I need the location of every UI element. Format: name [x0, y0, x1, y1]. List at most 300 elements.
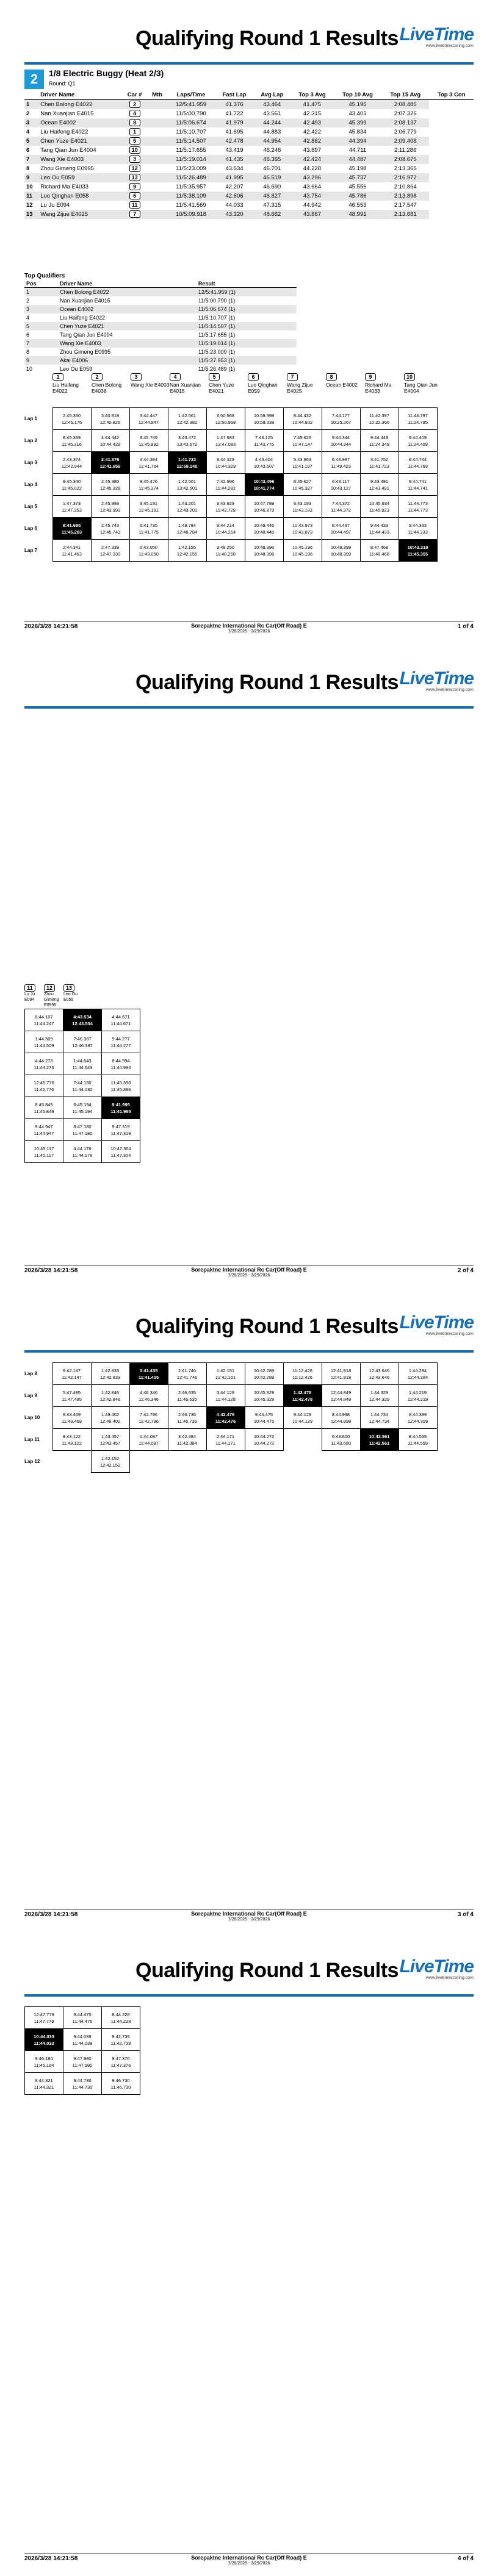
lap-cell — [25, 1097, 63, 1119]
lap-time: 1:42.478 — [293, 1389, 312, 1395]
lap-time: 7:42.796 — [139, 1411, 158, 1417]
lap-cell — [360, 1429, 399, 1451]
results-cell: 11/5:10.707 — [176, 128, 206, 135]
lap-time: 2:46.635 — [178, 1389, 197, 1395]
car-number-badge: 2 — [92, 373, 103, 381]
lap-cell — [52, 518, 91, 540]
lap-total: 13:47.083 — [215, 441, 236, 447]
round-label: Round: Q1 — [49, 80, 76, 87]
lap-time: 9:44.214 — [216, 522, 235, 528]
lap-time: 1:44.087 — [139, 1433, 158, 1439]
lap-cell — [25, 1141, 63, 1163]
top-qualifiers-cell: 12/5:41.959 (1) — [197, 288, 297, 296]
car-number-badge: 7 — [287, 373, 298, 381]
lap-cell — [322, 430, 360, 452]
lap-time: 1:44.284 — [408, 1367, 427, 1373]
results-cell: 41.722 — [225, 110, 244, 117]
lap-cell — [360, 540, 399, 562]
lap-cell — [52, 496, 91, 518]
lap-cell — [63, 2051, 102, 2073]
lap-row — [25, 1031, 140, 1053]
results-row — [24, 201, 474, 210]
lap-cell — [25, 2095, 63, 2117]
lap-cell — [129, 496, 168, 518]
top-qualifiers-row — [24, 356, 297, 365]
lap-row — [25, 1075, 140, 1097]
lap-time: 8:44.559 — [408, 1433, 427, 1439]
results-cell: 44.394 — [334, 137, 381, 146]
results-cell: 42.882 — [290, 137, 334, 146]
lap-cell — [322, 1363, 360, 1385]
top-qualifiers-cell: Ocean E4002 — [58, 305, 197, 313]
top-qualifiers-cell: Tang Qian Jun E4004 — [60, 331, 113, 338]
logo-text: LiveTime — [399, 24, 474, 45]
results-cell — [148, 155, 167, 164]
results-cell: 43.887 — [290, 210, 334, 219]
lap-total: 11:44.033 — [34, 2040, 54, 2046]
lap-cell — [129, 430, 168, 452]
results-cell — [122, 137, 148, 146]
lap-cell — [168, 496, 206, 518]
lap-time: 4:44.442 — [101, 434, 120, 440]
lap-cell — [25, 2029, 63, 2051]
car-number-badge: 6 — [129, 192, 140, 199]
lap-time: 12:45.776 — [34, 1079, 54, 1086]
lap-total: 11:44.273 — [34, 1064, 54, 1070]
lap-total: 11:44.039 — [72, 2040, 93, 2046]
top-qualifiers-row — [24, 305, 297, 313]
lap-car-header — [209, 373, 248, 394]
lap-time: 9:43.491 — [370, 478, 389, 484]
lap-cell — [322, 1451, 360, 1473]
lap-cell — [283, 1385, 322, 1407]
lap-total: 11:43.050 — [139, 551, 159, 557]
lap-time: 6:43.050 — [139, 544, 158, 550]
lap-total: 11:42.561 — [369, 1440, 390, 1446]
page-number: 2 of 4 — [457, 1267, 474, 1274]
lap-car-header — [24, 984, 44, 1003]
page-title: Qualifying Round 1 Results — [135, 1959, 399, 1982]
lap-total: 11:45.316 — [62, 441, 82, 447]
lap-time: 9:44.321 — [35, 2077, 53, 2083]
lap-total: 11:44.282 — [215, 485, 236, 491]
lap-label: Lap 12 — [24, 1459, 40, 1464]
page-number: 4 of 4 — [457, 2555, 474, 2562]
lap-cell — [283, 540, 322, 562]
lap-total: 11:44.741 — [408, 485, 428, 491]
lap-time: 8:47.180 — [73, 1123, 92, 1129]
lap-cell — [206, 540, 245, 562]
results-cell: 2:08.675 — [381, 155, 429, 164]
top-qualifiers-cell: 1 — [24, 288, 58, 296]
lap-time: 8:45.476 — [139, 478, 158, 484]
lap-cell — [52, 430, 91, 452]
results-cell: 4 — [26, 128, 30, 135]
lap-cell — [283, 430, 322, 452]
lap-time: 10:58.398 — [253, 412, 275, 418]
car-number-badge: 5 — [209, 373, 220, 381]
lap-total: 12:44.998 — [330, 1418, 352, 1424]
lap-cell — [399, 1407, 437, 1429]
lap-cell — [25, 1075, 63, 1097]
results-header-cell: Fast Lap — [215, 90, 253, 100]
results-cell: 11/5:41.569 — [176, 201, 206, 209]
lap-row — [24, 430, 437, 452]
page-title: Qualifying Round 1 Results — [135, 671, 399, 694]
results-cell — [148, 109, 167, 118]
lap-row — [25, 2073, 140, 2095]
results-cell: Wang Xie E4003 — [38, 155, 122, 164]
top-qualifiers-table — [24, 280, 297, 373]
results-cell — [122, 127, 148, 137]
lap-label: Lap 9 — [24, 1393, 37, 1398]
lap-cell — [399, 474, 437, 496]
lap-total: 11:42.384 — [177, 1440, 197, 1446]
lap-time: 2:47.339 — [101, 544, 120, 550]
lap-driver-name: Wang Zijue E4025 — [287, 382, 313, 394]
results-cell: 44.954 — [254, 137, 290, 146]
footer-venue: Sorepaktne International Rc Car(Off Road) E — [191, 2555, 307, 2561]
lap-cell — [206, 518, 245, 540]
results-cell: Liu Haifeng E4022 — [40, 128, 88, 135]
lap-total: 11:41.764 — [139, 463, 159, 469]
results-cell: Chen Bolong E4022 — [38, 100, 122, 109]
lap-total: 11:43.469 — [62, 1418, 82, 1424]
results-cell — [148, 100, 167, 109]
lap-row — [25, 2051, 140, 2073]
car-number-badge: 1 — [129, 128, 140, 135]
lap-cell — [360, 1385, 399, 1407]
lap-total: 11:47.980 — [72, 2062, 93, 2068]
lap-cell — [245, 408, 283, 430]
car-number-badge: 9 — [129, 183, 140, 190]
lap-cell — [360, 408, 399, 430]
lap-total: 10:44.214 — [215, 529, 236, 535]
lap-cell — [129, 1363, 168, 1385]
lap-cell — [283, 452, 322, 474]
page-title: Qualifying Round 1 Results — [135, 27, 399, 50]
lap-cell — [206, 430, 245, 452]
lap-car-header — [170, 373, 209, 394]
results-cell: 46.701 — [263, 165, 281, 172]
lap-cell — [399, 496, 437, 518]
lap-total: 11:48.468 — [369, 551, 389, 557]
results-cell: 46.553 — [348, 201, 367, 209]
results-cell: 44.883 — [263, 128, 281, 135]
lap-total: 11:47.353 — [62, 507, 82, 513]
top-qualifiers-cell: 6 — [26, 331, 30, 338]
results-header-cell: Car # — [122, 90, 148, 100]
lap-total: 11:47.495 — [62, 1396, 82, 1402]
lap-time: 10:43.973 — [292, 522, 313, 528]
lap-total: 11:45.992 — [139, 441, 159, 447]
car-number-badge: 10 — [129, 146, 140, 154]
lap-row — [24, 1385, 437, 1407]
results-cell: 2:10.864 — [394, 183, 417, 190]
lap-cell — [102, 2007, 140, 2029]
lap-cell — [91, 496, 129, 518]
results-row — [24, 100, 474, 109]
results-cell: 46.365 — [254, 155, 290, 164]
top-qualifiers-cell: Zhou Gimeng E0995 — [60, 348, 111, 355]
header-divider — [24, 1994, 474, 1997]
lap-time: 8:44.497 — [331, 522, 350, 528]
lap-total: 10:45.327 — [292, 485, 313, 491]
results-cell — [148, 127, 167, 137]
results-cell: 43.464 — [254, 100, 290, 109]
lap-total: 11:44.321 — [34, 2084, 54, 2090]
lap-time: 3:40.818 — [101, 412, 120, 418]
lap-total: 11:47.779 — [34, 2018, 54, 2024]
lap-total: 12:43.201 — [176, 507, 198, 513]
lap-total: 10:48.399 — [330, 551, 352, 557]
car-number-badge: 11 — [24, 984, 35, 992]
lap-total: 13:42.501 — [176, 485, 198, 491]
results-cell: Richard Ma E4033 — [40, 183, 88, 190]
lap-cell — [245, 1451, 283, 1473]
results-cell: 43.897 — [303, 146, 321, 154]
lap-cell — [360, 496, 399, 518]
results-cell: 42.422 — [303, 128, 321, 135]
lap-cell — [102, 1097, 140, 1119]
results-table — [24, 90, 474, 219]
lap-total: 11:44.947 — [34, 1130, 54, 1136]
lap-time: 3:44.329 — [216, 456, 235, 462]
lap-time: 4:43.404 — [254, 456, 273, 462]
results-cell: 2:08.137 — [381, 118, 429, 127]
lap-cell — [91, 408, 129, 430]
lap-time: 2:41.376 — [101, 456, 120, 462]
lap-time: 9:44.475 — [254, 1411, 273, 1417]
car-number-badge: 11 — [129, 201, 140, 209]
results-cell: 12/5:41.959 — [167, 100, 215, 109]
lap-time: 8:44.432 — [293, 412, 312, 418]
lap-total: 11:46.346 — [139, 1396, 159, 1402]
results-cell: 41.695 — [225, 128, 244, 135]
results-cell: 43.664 — [303, 183, 321, 190]
lap-car-header — [52, 373, 92, 394]
results-row — [24, 191, 474, 201]
lap-total: 12:43.993 — [99, 507, 121, 513]
lap-total: 12:44.219 — [407, 1396, 428, 1402]
top-qualifiers-cell: Chen Bolong E4022 — [58, 288, 197, 296]
lap-cell — [91, 1451, 129, 1473]
lap-time: 7:43.125 — [254, 434, 273, 440]
top-qualifiers-row — [24, 288, 297, 296]
results-cell: 2:16.972 — [381, 173, 429, 182]
lap-total: 10:43.873 — [292, 529, 313, 535]
car-number-badge: 13 — [129, 174, 140, 181]
lap-label: Lap 7 — [24, 548, 37, 553]
lap-time: 3:43.929 — [216, 500, 235, 506]
top-qualifiers-header-cell: Result — [197, 280, 297, 288]
lap-total: 12:45.176 — [61, 419, 82, 425]
top-qualifiers-row — [24, 339, 297, 348]
lap-cell — [360, 474, 399, 496]
lap-total: 10:44.429 — [99, 441, 121, 447]
lap-cell — [63, 1141, 102, 1163]
lap-cell — [52, 1385, 91, 1407]
lap-cell — [52, 1429, 91, 1451]
lap-time: 10:44.272 — [253, 1433, 275, 1439]
lap-car-header — [404, 373, 443, 394]
lap-time: 1:43.201 — [178, 500, 197, 506]
lap-total: 11:44.228 — [110, 2018, 131, 2024]
results-cell: 2:06.779 — [394, 128, 417, 135]
lap-cell — [25, 2051, 63, 2073]
lap-cell — [129, 518, 168, 540]
lap-label: Lap 10 — [24, 1415, 40, 1420]
lap-time: 2:43.374 — [62, 456, 81, 462]
lap-total: 10:44.832 — [292, 419, 313, 425]
lap-driver-name: Chen Bolong E4038 — [92, 382, 122, 394]
results-cell: Leo Ou E059 — [38, 173, 122, 182]
lap-cell — [322, 1429, 360, 1451]
livetime-logo — [399, 24, 474, 48]
results-row — [24, 164, 474, 173]
lap-total: 11:44.171 — [215, 1440, 236, 1446]
lap-time: 10:42.289 — [253, 1367, 275, 1373]
results-cell: 48.991 — [334, 210, 381, 219]
lap-time: 10:45.196 — [292, 544, 313, 550]
results-cell: 3 — [24, 118, 38, 127]
lap-cell — [52, 408, 91, 430]
lap-total: 10:48.446 — [253, 529, 275, 535]
lap-time: 9:42.739 — [112, 2033, 130, 2039]
lap-time: 8:47.468 — [370, 544, 389, 550]
lap-time: 7:46.387 — [73, 1036, 92, 1042]
results-cell: 41.979 — [215, 118, 253, 127]
lap-total: 11:24.409 — [408, 441, 428, 447]
lap-total: 10:43.127 — [330, 485, 352, 491]
lap-label: Lap 8 — [24, 1371, 37, 1376]
lap-cell — [63, 1009, 102, 1031]
lap-total: 11:45.374 — [139, 485, 159, 491]
results-header-cell: Driver Name — [38, 90, 122, 100]
top-qualifiers-title: Top Qualifiers — [24, 273, 65, 279]
footer-timestamp: 2026/3/28 14:21:58 — [24, 2555, 78, 2562]
results-cell: 2:13.365 — [394, 165, 417, 172]
results-header-cell: Top 3 Avg — [290, 90, 334, 100]
lap-total: 11:42.739 — [110, 2040, 131, 2046]
car-number-badge: 4 — [129, 110, 140, 117]
results-cell: Chen Yuze E4021 — [38, 137, 122, 146]
lap-cell — [91, 1385, 129, 1407]
results-cell: 42.315 — [303, 110, 321, 117]
lap-total: 11:45.117 — [34, 1152, 54, 1158]
lap-times-grid — [24, 2006, 140, 2117]
lap-total: 10:44.329 — [215, 463, 236, 469]
lap-cell — [91, 1363, 129, 1385]
lap-time: 10:43.496 — [253, 478, 275, 484]
lap-total: 11:42.796 — [139, 1418, 159, 1424]
lap-time: 11:42.397 — [369, 412, 389, 418]
lap-cell — [322, 496, 360, 518]
lap-time: 6:41.735 — [139, 522, 158, 528]
lap-cell — [399, 1451, 437, 1473]
lap-cell — [322, 1385, 360, 1407]
lap-total: 10:58.338 — [253, 419, 275, 425]
lap-cell — [206, 496, 245, 518]
results-cell: 46.827 — [254, 191, 290, 201]
lap-time: 7:42.996 — [216, 478, 235, 484]
lap-cell — [283, 1451, 322, 1473]
lap-row — [24, 1363, 437, 1385]
lap-total: 10:44.129 — [292, 1418, 313, 1424]
lap-time: 9:44.947 — [35, 1123, 53, 1129]
lap-time: 10:48.399 — [330, 544, 352, 550]
results-header-cell: Avg Lap — [254, 90, 290, 100]
results-cell: 44.228 — [303, 165, 321, 172]
lap-time: 3:50.968 — [216, 412, 235, 418]
lap-total: 11:41.197 — [292, 463, 312, 469]
results-cell: 47.315 — [263, 201, 281, 209]
lap-cell — [168, 1407, 206, 1429]
results-cell: 11/5:00.790 — [176, 110, 206, 117]
car-number-badge: 8 — [129, 119, 140, 126]
logo-url: www.livetimescoring.com — [425, 44, 474, 48]
results-cell: 43.320 — [215, 210, 253, 219]
lap-total: 12:41.818 — [330, 1374, 352, 1380]
lap-car-header — [287, 373, 326, 394]
lap-time: 8:44.228 — [112, 2011, 130, 2017]
lap-cell — [63, 1097, 102, 1119]
lap-total: 12:42.382 — [176, 419, 198, 425]
lap-total: 11:44.475 — [72, 2018, 93, 2024]
lap-time: 6:43.600 — [331, 1433, 350, 1439]
lap-row — [24, 452, 437, 474]
lap-time: 4:42.476 — [216, 1411, 235, 1417]
top-qualifiers-cell: 11/5:26.489 (1) — [198, 365, 236, 372]
lap-time: 3:43.472 — [178, 434, 197, 440]
lap-driver-name: Tang Qian Jun E4004 — [404, 382, 438, 394]
top-qualifiers-row — [24, 296, 297, 305]
lap-time: 3:41.435 — [139, 1367, 158, 1373]
results-cell: 43.403 — [348, 110, 367, 117]
lap-time: 9:44.409 — [408, 434, 427, 440]
lap-cell — [25, 1009, 63, 1031]
results-cell: 43.419 — [225, 146, 244, 154]
results-cell: 43.561 — [263, 110, 281, 117]
lap-time: 12:41.818 — [330, 1367, 352, 1373]
lap-total: 11:49.423 — [331, 463, 351, 469]
lap-cell — [322, 518, 360, 540]
results-cell: 45.399 — [334, 118, 381, 127]
heat-number-badge: 2 — [24, 70, 44, 89]
footer — [24, 1265, 474, 1279]
lap-cell — [399, 408, 437, 430]
lap-time: 7:45.626 — [293, 434, 312, 440]
lap-time: 7:44.130 — [73, 1079, 92, 1086]
results-header-cell: Mth — [148, 90, 167, 100]
lap-cell — [91, 452, 129, 474]
footer-timestamp: 2026/3/28 14:21:58 — [24, 1267, 78, 1274]
lap-total: 12:43.457 — [99, 1440, 121, 1446]
results-cell — [148, 173, 167, 182]
lap-cell — [245, 1429, 283, 1451]
lap-time: 1:44.509 — [35, 1036, 53, 1042]
lap-label: Lap 2 — [24, 438, 37, 443]
lap-time: 6:43.987 — [331, 456, 350, 462]
lap-cell — [63, 1119, 102, 1141]
top-qualifiers-cell: 11/5:27.953 (1) — [197, 356, 297, 365]
lap-row — [24, 496, 437, 518]
lap-times-grid — [24, 1009, 140, 1163]
header-divider — [24, 62, 474, 65]
results-cell — [122, 173, 148, 182]
lap-total: 11:44.372 — [331, 507, 351, 513]
lap-cell — [283, 1363, 322, 1385]
